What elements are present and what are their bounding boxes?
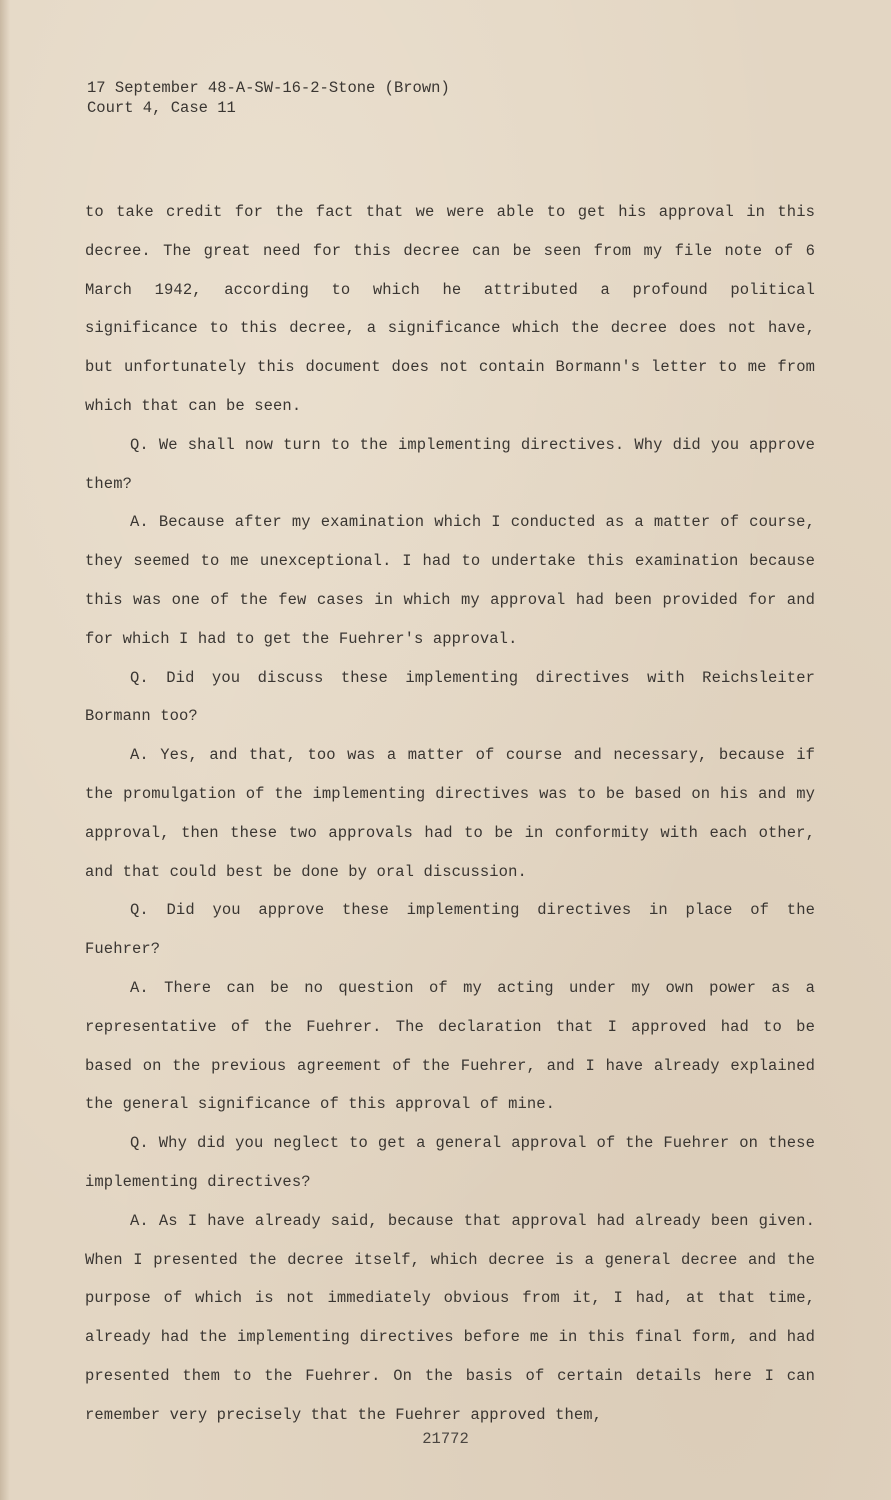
paragraph-answer: A. As I have already said, because that approval had already been given. When I presented the decree itself, which decree is a general decree and the purpose of which is not immediately obvious from it, I had, at that time, already had the implementing directives before me in this final form, and had presented them to the Fuehrer. On the basis of certain details here I can remember very precisely that the Fuehrer approved them, — [85, 1211, 815, 1424]
paragraph-continuation: to take credit for the fact that we were able to get his approval in this decree. The great need for this decree can be seen from my file note of 6 March 1942, according to which he attributed a profound political significance to this decree, a significance which the decree does not have, but unfortunately this document does not contain Bormann's letter to me from which that can be seen. — [85, 203, 815, 415]
header-court-case: Court 4, Case 11 — [87, 99, 236, 117]
document-header — [87, 78, 450, 118]
paragraph-answer: A. Yes, and that, too was a matter of course and necessary, because if the promulgation of the implementing directives was to be based on his and my approval, then these two approvals had to be in conformity with each other, and that could best be done by oral discussion. — [85, 746, 815, 881]
paragraph-question: Q. Did you approve these implementing directives in place of the Fuehrer? — [85, 901, 815, 959]
paragraph-answer: A. Because after my examination which I conducted as a matter of course, they seemed to me unexceptional. I had to undertake this examination because this was one of the few cases in which my approval had been provided for and for which I had to get the Fuehrer's approval. — [85, 513, 815, 648]
header-date-reference: 17 September 48-A-SW-16-2-Stone (Brown) — [87, 79, 450, 97]
paragraph-answer: A. There can be no question of my acting under my own power as a representative of the Fuehrer. The declaration that I approved had to be based on the previous agreement of the Fuehrer, and I have already explained the general significance of this approval of mine. — [85, 978, 815, 1114]
paragraph-question: Q. We shall now turn to the implementing directives. Why did you approve them? — [85, 435, 815, 493]
page-number: 21772 — [422, 1430, 469, 1448]
paragraph-question: Q. Did you discuss these implementing directives with Reichsleiter Bormann too? — [85, 668, 815, 726]
transcript-body — [85, 193, 815, 1435]
paragraph-question: Q. Why did you neglect to get a general approval of the Fuehrer on these implementing directives? — [85, 1134, 815, 1191]
page-edge-shadow — [0, 0, 10, 1500]
